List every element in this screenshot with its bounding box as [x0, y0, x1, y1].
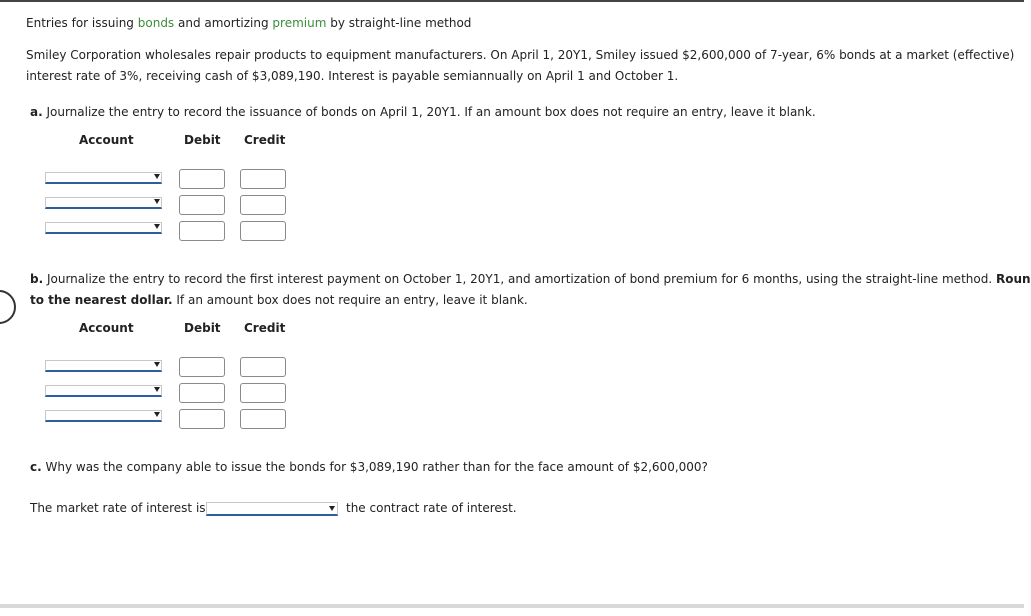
part-a-credit-input-1[interactable]	[240, 169, 286, 189]
part-c-answer-prefix: The market rate of interest is	[30, 501, 206, 515]
part-b-account-header: Account	[79, 321, 134, 335]
part-b-account-select-3[interactable]	[45, 410, 162, 422]
page-title: Entries for issuing bonds and amortizing premium by straight-line method	[26, 16, 472, 30]
part-a-debit-input-1[interactable]	[179, 169, 225, 189]
part-a-credit-input-2[interactable]	[240, 195, 286, 215]
part-a-credit-input-3[interactable]	[240, 221, 286, 241]
part-b-debit-header: Debit	[184, 321, 221, 335]
market-rate-comparison-select[interactable]	[206, 502, 338, 516]
part-a-account-select-3[interactable]	[45, 222, 162, 234]
intro-line-1: Smiley Corporation wholesales repair products to equipment manufacturers. On April 1, 20Y1, Smiley issued $2,600,000 of 7-year, 6% bonds at a market (effective)	[26, 48, 1015, 62]
part-a-debit-input-3[interactable]	[179, 221, 225, 241]
part-b-question-line-2: to the nearest dollar. If an amount box does not require an entry, leave it blank.	[30, 293, 528, 307]
part-a-account-header: Account	[79, 133, 134, 147]
premium-link[interactable]: premium	[272, 16, 327, 30]
chevron-down-icon	[154, 387, 160, 392]
part-c-question: c. Why was the company able to issue the bonds for $3,089,190 rather than for the face amount of $2,600,000?	[30, 460, 708, 474]
part-c-answer-suffix: the contract rate of interest.	[346, 501, 517, 515]
part-a-account-select-2[interactable]	[45, 197, 162, 209]
top-border	[0, 0, 1024, 2]
part-b-question-line-1: b. Journalize the entry to record the first interest payment on October 1, 20Y1, and amortization of bond premium for 6 months, using the straight-line method. Roun	[30, 272, 1031, 286]
part-b-debit-input-1[interactable]	[179, 357, 225, 377]
part-b-debit-input-3[interactable]	[179, 409, 225, 429]
part-b-account-select-2[interactable]	[45, 385, 162, 397]
chevron-down-icon	[329, 506, 335, 511]
chevron-down-icon	[154, 362, 160, 367]
bottom-border	[0, 604, 1024, 608]
part-a-question: a. Journalize the entry to record the issuance of bonds on April 1, 20Y1. If an amount box does not require an entry, leave it blank.	[30, 105, 816, 119]
part-b-account-select-1[interactable]	[45, 360, 162, 372]
bonds-link[interactable]: bonds	[137, 16, 175, 30]
part-b-credit-header: Credit	[244, 321, 286, 335]
chevron-down-icon	[154, 174, 160, 179]
chevron-down-icon	[154, 412, 160, 417]
part-a-account-select-1[interactable]	[45, 172, 162, 184]
part-b-credit-input-3[interactable]	[240, 409, 286, 429]
intro-line-2: interest rate of 3%, receiving cash of $3,089,190. Interest is payable semiannually on April 1 and October 1.	[26, 69, 679, 83]
part-b-credit-input-2[interactable]	[240, 383, 286, 403]
scroll-indicator-icon[interactable]	[0, 290, 16, 324]
part-b-debit-input-2[interactable]	[179, 383, 225, 403]
part-a-debit-input-2[interactable]	[179, 195, 225, 215]
part-a-debit-header: Debit	[184, 133, 221, 147]
chevron-down-icon	[154, 224, 160, 229]
part-a-credit-header: Credit	[244, 133, 286, 147]
part-b-credit-input-1[interactable]	[240, 357, 286, 377]
chevron-down-icon	[154, 199, 160, 204]
